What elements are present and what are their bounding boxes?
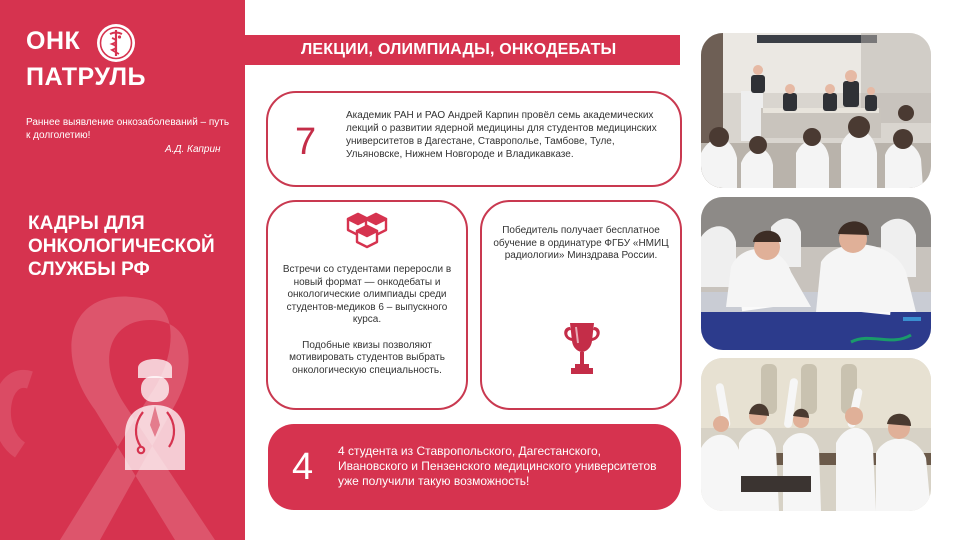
logo-line-2: ПАТРУЛЬ bbox=[26, 62, 147, 91]
students-raising-hands-photo bbox=[701, 358, 931, 511]
section-title: КАДРЫ ДЛЯ ОНКОЛОГИЧЕСКОЙ СЛУЖБЫ РФ bbox=[28, 213, 215, 280]
meetings-description bbox=[276, 264, 458, 377]
students-card bbox=[268, 424, 681, 510]
medical-caduceus-icon bbox=[95, 22, 137, 64]
meetings-paragraph-1: Встречи со студентами переросли в новый формат — онкодебаты и онкологические олимпиады среди студентов-медиков 6 – выпускного курса. bbox=[282, 264, 452, 325]
tagline-author: А.Д. Каприн bbox=[165, 144, 221, 155]
students-description: 4 студента из Ставропольского, Дагестанского, Ивановского и Пензенского медицинского университетов уже получили такую возможность! bbox=[338, 444, 657, 489]
lecture-hall-photo bbox=[701, 33, 931, 188]
lectures-card bbox=[266, 91, 682, 187]
left-panel bbox=[0, 0, 245, 540]
meetings-paragraph-2: Подобные квизы позволяют мотивировать студентов выбрать онкологическую специальность. bbox=[289, 339, 445, 376]
awareness-ribbon-doctor-icon bbox=[0, 290, 245, 540]
tagline: Раннее выявление онкозаболеваний – путь к долголетию! bbox=[26, 117, 230, 141]
winner-card bbox=[480, 200, 682, 410]
students-count: 4 bbox=[292, 446, 314, 488]
lectures-count: 7 bbox=[295, 121, 317, 163]
lectures-description: Академик РАН и РАО Андрей Карпин провёл семь академических лекций о развитии ядерной медицины для студентов медицинских университетов в Дагестане, Ставрополье, Тамбове, Туле, Ульяновске, Нижнем Новгороде и Владикавказе. bbox=[346, 110, 657, 160]
meetings-card bbox=[266, 200, 468, 410]
cubes-icon bbox=[342, 211, 392, 251]
students-olympiad-photo bbox=[701, 197, 931, 350]
winner-description: Победитель получает бесплатное обучение в ординатуре ФГБУ «НМИЦ радиологии» Минздрава России. bbox=[493, 225, 669, 261]
logo-line-1: ОНК bbox=[26, 27, 81, 55]
section-header: ЛЕКЦИИ, ОЛИМПИАДЫ, ОНКОДЕБАТЫ bbox=[245, 35, 680, 65]
trophy-icon bbox=[561, 319, 603, 381]
